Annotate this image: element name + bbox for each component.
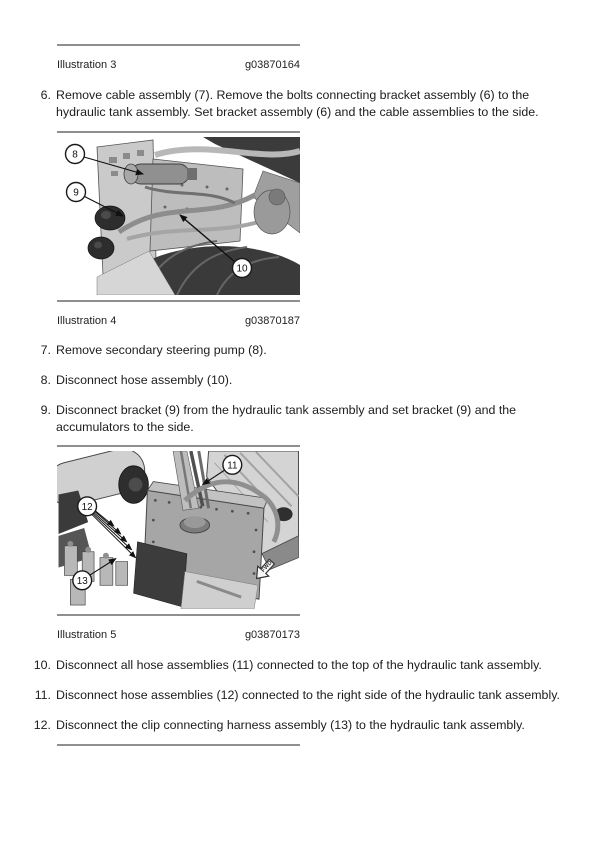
figure-caption: [57, 629, 300, 642]
figure-rule: [57, 445, 300, 447]
figure-caption-label: Illustration 3: [57, 59, 117, 71]
procedure-step: [31, 657, 580, 674]
section-rule: [57, 744, 300, 746]
callout-number: 12: [81, 501, 93, 513]
step-number: 11.: [34, 688, 51, 702]
step-text: Disconnect hose assembly (10).: [56, 373, 233, 387]
procedure-step: [31, 687, 580, 704]
hydraulic-tank-drawing: [57, 451, 298, 609]
figure-caption-code: g03870164: [244, 59, 300, 71]
illustration-image: [57, 137, 300, 295]
steering-pump-drawing: [124, 164, 197, 184]
figure-caption: [57, 59, 300, 72]
figure-caption-code: g03870187: [244, 315, 300, 327]
step-text: Disconnect the clip connecting harness assembly (13) to the hydraulic tank assembly.: [56, 718, 525, 732]
figure-caption: [57, 315, 300, 328]
fwd-label: FWD: [260, 559, 274, 574]
procedure-step: [31, 342, 580, 359]
step-number: 10.: [33, 658, 51, 672]
step-number: 9.: [40, 403, 51, 417]
procedure-step: [31, 372, 580, 389]
procedure-step: [31, 717, 580, 734]
engine-compartment-drawing: [88, 137, 300, 295]
callout-number: 13: [76, 575, 88, 587]
figure-rule: [57, 131, 300, 133]
step-number: 7.: [40, 343, 51, 357]
illustration-image: [57, 451, 300, 609]
step-number: 12.: [33, 718, 51, 732]
figure-rule: [57, 300, 300, 302]
step-number: 6.: [40, 88, 51, 102]
procedure-step: [31, 402, 580, 436]
figure-rule: [57, 44, 300, 46]
figure-caption-code: g03870173: [244, 629, 300, 641]
step-text: Disconnect hose assemblies (12) connected to the right side of the hydraulic tank assembly.: [56, 688, 560, 702]
figure-caption-label: Illustration 5: [57, 629, 117, 641]
callout-number: 9: [73, 187, 79, 199]
procedure-step: [31, 87, 580, 121]
step-text: Disconnect all hose assemblies (11) connected to the top of the hydraulic tank assembly.: [56, 658, 542, 672]
step-text: Remove secondary steering pump (8).: [56, 343, 267, 357]
step-text: Remove cable assembly (7). Remove the bolts connecting bracket assembly (6) to the hydraulic tank assembly. Set bracket assembly (6) and the cable assemblies to the side.: [56, 88, 539, 119]
callout-number: 10: [236, 263, 248, 275]
figure-rule: [57, 614, 300, 616]
callout-number: 11: [227, 460, 238, 472]
callout-number: 8: [72, 149, 78, 161]
figure-caption-label: Illustration 4: [57, 315, 117, 327]
step-text: Disconnect bracket (9) from the hydraulic tank assembly and set bracket (9) and the accumulators to the side.: [56, 403, 517, 434]
step-number: 8.: [40, 373, 51, 387]
